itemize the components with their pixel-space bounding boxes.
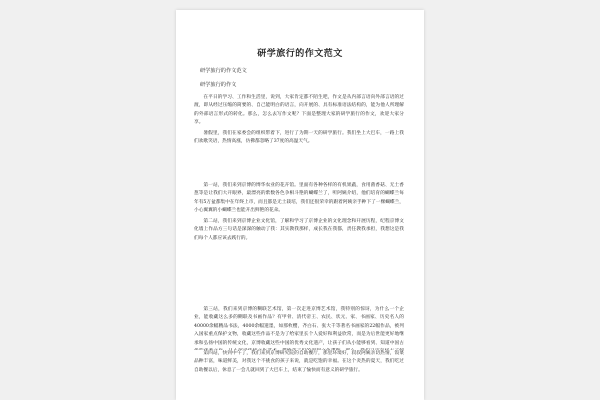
paragraph: 暑假里，我们在家委会的组织带着下，进行了为期一天的研学旅行。我们坐上大巴车，一路上我们欢歌笑语，热情高涨，仿佛都忽略了37度的高温天气。 xyxy=(194,131,404,145)
document-subtitle: 研学旅行的作文 xyxy=(200,82,237,88)
document-subtitle: 研学旅行的作文范文 xyxy=(200,68,247,74)
paragraph: 第四站，快到中午了，我们来到京博研究院的自助餐厅，那里环境好，叔叔阿姨亲切热情，饭菜品种丰富，味道鲜美，对我这个不挑食的孩子来说，就是吃饱的幸福。在这个炎热的夏天，我们吃过自助餐以后，休息了一会儿就回到了大巴车上，结束了愉快而有意义的研学旅行。 xyxy=(194,351,404,373)
paragraph: 第一站，我们来到京博的博华农业的花卉馆。里面有各种各样的有机果蔬，食用菌香菇、无土香葱等是让我们大开眼界，最漂亮的紫数各色争相斗艳的蝴蝶兰了，听阿姨介绍，他们培育的蝴蝶兰每年有5万盆都集中在年终上市，而且都是无土栽培，我们还很荣幸的跟着阿姨亲手种下了一棵蝴蝶兰，小心翼翼的小蝴蝶兰也能开出鲜艳的花朵。 xyxy=(194,183,404,214)
paragraph: 第二站，我们来到京博企业文化馆，了解和学习了京博企业的文化理念和开展历程，纪程京博文化墙上作品方三句话是深深的触动了我：其实教我那样，成长我在我都，责任教我承担，我想这是我们每个人都应该去践行的。 xyxy=(194,219,404,241)
paragraph: 第三站，我们来到京博的糊联艺术馆，第一次走进京博艺术馆，我特别的惊讶，为什么一个企业，能收藏这么多的糊联及书画作品？有甲骨、清代帝王、农民、状元、家、书画家、历史名人的40000余幅精品书法，4000余幅遗墨，如那枚樱，齐白石、张大千等著名书画家的22幅作品，被列入国家重点保护文物，收藏这些作品不是为了给家里长个人爱好和利益欣常，而是为后世能更好地继承和弘扬中国的传统文化，京博收藏这些中国的优秀文化遗产，让孩子们从小能够看到、知道中国古 xyxy=(194,307,404,346)
document-page xyxy=(176,10,424,400)
document-title: 研学旅行的作文范文 xyxy=(257,49,343,59)
paragraph: 在平日的学习、工作和生活里，说到，大家肯定都不陌生吧，作文是从内部言语向外部言语的过渡，即从经过压缩的简要的、自己能明白的语言，向开展的、具有标准语法结构的，能为他人所理解的外部语言形式的转化。那么，怎么去写作文呢？下面是整理大家的研学旅行的作文，欢迎大家分享。 xyxy=(194,95,404,126)
